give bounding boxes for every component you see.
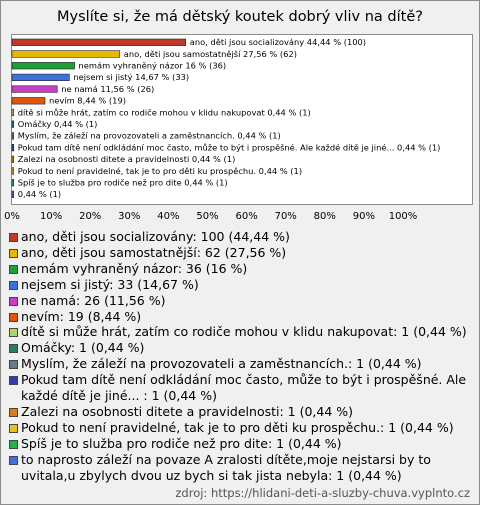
bar xyxy=(12,121,14,128)
bar-chart-svg xyxy=(1,1,480,231)
legend-item xyxy=(7,372,475,404)
x-tick-label: 60% xyxy=(235,211,258,222)
legend-item xyxy=(7,309,475,325)
bar-label: ne namá 11,56 % (26) xyxy=(61,83,155,94)
bar xyxy=(12,133,14,140)
bar-label: ano, děti jsou samostatnější 27,56 % (62) xyxy=(123,48,297,59)
legend-swatch xyxy=(9,328,18,337)
legend-label: nevím: 19 (8,44 %) xyxy=(21,308,142,324)
legend-item xyxy=(7,293,475,309)
bar xyxy=(12,168,14,175)
legend-label: Spíš je to služba pro rodiče než pro dite: 1 (0,44 %) xyxy=(21,435,342,451)
bar xyxy=(12,109,14,116)
legend-label: dítě si může hrát, zatím co rodiče mohou v klidu nakupovat: 1 (0,44 %) xyxy=(21,324,467,340)
legend-swatch xyxy=(9,440,18,449)
legend-label: nemám vyhraněný názor: 36 (16 %) xyxy=(21,260,248,276)
legend-item xyxy=(7,324,475,340)
legend-label: to naprosto záleží na povaze A zralosti dítěte,moje nejstarsi by to uvitala,u zbylych dvou uz bych si tak jista nebyla: 1 (0,44 %) xyxy=(21,451,431,483)
legend-item xyxy=(7,356,475,372)
legend-item xyxy=(7,261,475,277)
legend-item xyxy=(7,436,475,452)
bar-label: Pokud to není pravidelné, tak je to pro děti ku prospěchu. 0,44 % (1) xyxy=(17,165,303,176)
legend xyxy=(7,229,475,484)
legend-label: ne namá: 26 (11,56 %) xyxy=(21,292,166,308)
bar xyxy=(12,39,186,46)
bar-label: nevím 8,44 % (19) xyxy=(49,95,126,106)
legend-swatch xyxy=(9,249,18,258)
chart-title: Myslíte si, že má dětský koutek dobrý vliv na dítě? xyxy=(57,9,423,25)
bar-label: dítě si může hrát, zatím co rodiče mohou v klidu nakupovat 0,44 % (1) xyxy=(17,107,311,118)
legend-item xyxy=(7,229,475,245)
bar xyxy=(12,144,14,151)
legend-label: nejsem si jistý: 33 (14,67 %) xyxy=(21,276,199,292)
legend-item xyxy=(7,420,475,436)
legend-label: Pokud to není pravidelné, tak je to pro děti ku prospěchu.: 1 (0,44 %) xyxy=(21,419,454,435)
x-tick-label: 80% xyxy=(313,211,336,222)
legend-label: Zalezi na osobnosti ditete a pravidelnosti: 1 (0,44 %) xyxy=(21,403,354,419)
legend-swatch xyxy=(9,265,18,274)
bar xyxy=(12,179,14,186)
bar-label: Myslím, že záleží na provozovateli a zaměstnancích. 0,44 % (1) xyxy=(17,130,281,141)
bar-label: nemám vyhraněný názor 16 % (36) xyxy=(78,60,227,71)
bar xyxy=(12,98,45,105)
bar-label: Pokud tam dítě není odkládání moc často, může to být i prospěšné. Ale každé dítě je jiné... 0,44 % (1) xyxy=(17,142,441,153)
bar-label: Omáčky 0,44 % (1) xyxy=(17,119,98,129)
legend-swatch xyxy=(9,313,18,322)
bar xyxy=(12,156,14,163)
legend-item xyxy=(7,245,475,261)
bar xyxy=(12,86,57,93)
legend-label: ano, děti jsou socializovány: 100 (44,44 %) xyxy=(21,229,290,244)
x-tick-label: 90% xyxy=(352,211,376,222)
legend-swatch xyxy=(9,297,18,306)
legend-label: ano, děti jsou samostatnější: 62 (27,56 %) xyxy=(21,244,287,260)
legend-swatch xyxy=(9,376,18,385)
bar-label: Zalezi na osobnosti ditete a pravidelnosti 0,44 % (1) xyxy=(17,154,236,165)
legend-item xyxy=(7,404,475,420)
x-tick-label: 40% xyxy=(157,211,180,222)
bar xyxy=(12,62,75,69)
legend-swatch xyxy=(9,360,18,369)
legend-swatch xyxy=(9,233,18,242)
legend-swatch xyxy=(9,408,18,417)
legend-swatch xyxy=(9,456,18,465)
legend-swatch xyxy=(9,344,18,353)
legend-item xyxy=(7,277,475,293)
x-tick-label: 100% xyxy=(388,211,418,222)
x-tick-label: 30% xyxy=(118,211,141,222)
legend-label: Myslím, že záleží na provozovateli a zaměstnancích.: 1 (0,44 %) xyxy=(21,356,422,372)
legend-swatch xyxy=(9,424,18,433)
legend-label: Omáčky: 1 (0,44 %) xyxy=(21,340,145,356)
legend-swatch xyxy=(9,281,18,290)
bar-label: 0,44 % (1) xyxy=(17,189,62,200)
bar-label: ano, děti jsou socializovány 44,44 % (100) xyxy=(189,37,367,48)
x-tick-label: 70% xyxy=(274,211,297,222)
bar xyxy=(12,191,14,198)
legend-item xyxy=(7,452,475,484)
x-tick-label: 20% xyxy=(79,211,102,222)
legend-label: Pokud tam dítě není odkládání moc často, může to být i prospěšné. Ale každé dítě je jiné... : 1 (0,44 %) xyxy=(21,372,467,404)
bar xyxy=(12,51,120,58)
x-tick-label: 50% xyxy=(196,211,219,222)
bar-label: nejsem si jistý 14,67 % (33) xyxy=(73,72,190,83)
bar-label: Spíš je to služba pro rodiče než pro dite 0,44 % (1) xyxy=(17,177,228,188)
x-tick-label: 0% xyxy=(4,211,20,222)
x-tick-label: 10% xyxy=(39,211,63,222)
legend-item xyxy=(7,340,475,356)
source-text: zdroj: https://hlidani-deti-a-sluzby-chuva.vyplnto.cz xyxy=(175,486,470,500)
bar xyxy=(12,74,69,81)
